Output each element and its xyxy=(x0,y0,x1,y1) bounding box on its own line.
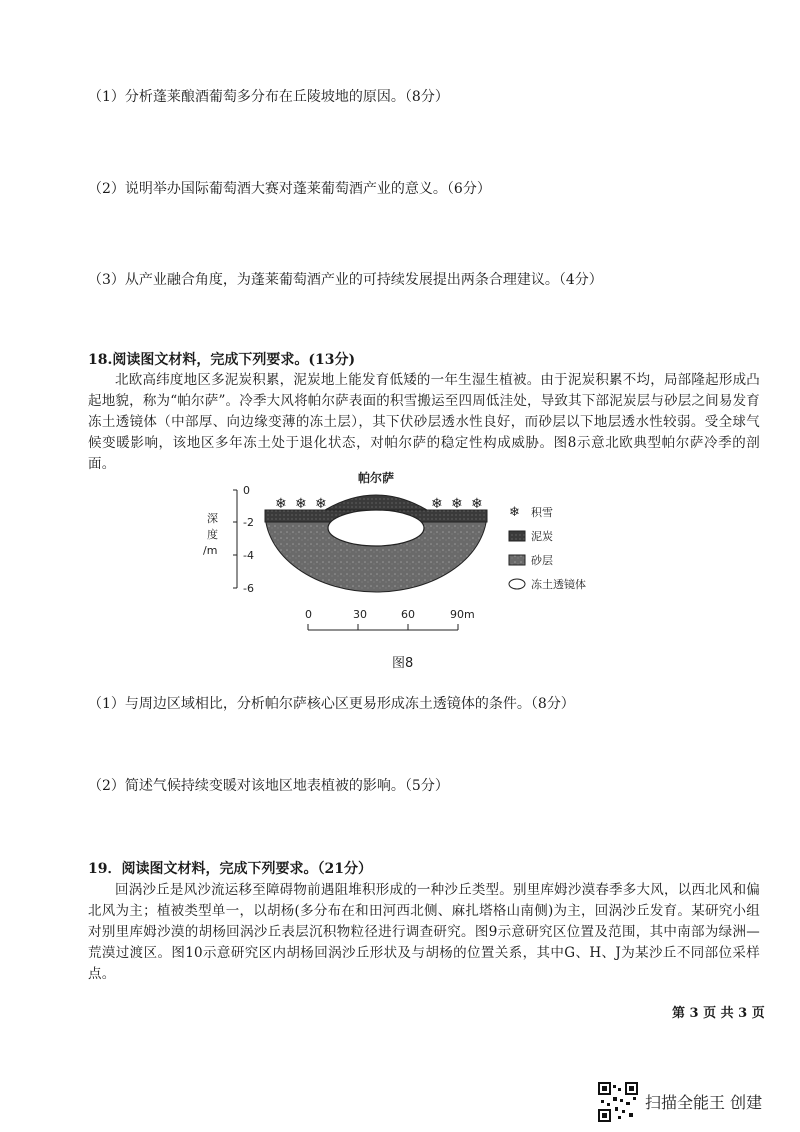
figure-8 xyxy=(195,470,635,680)
depth-axis-label: 深 xyxy=(207,512,218,525)
qr-code-icon xyxy=(598,1082,638,1122)
depth-tick-label: -4 xyxy=(243,549,254,562)
snowflake-icon: ❄ xyxy=(431,496,443,512)
parsa-profile-diagram xyxy=(195,470,635,680)
parsa-bulge xyxy=(325,495,427,510)
legend-label-lens: 冻土透镜体 xyxy=(531,578,586,591)
q17-sub2: （2）说明举办国际葡萄酒大赛对蓬莱葡萄酒产业的意义。（6分） xyxy=(88,181,491,197)
watermark-brand: 扫描全能王 创建 xyxy=(645,1093,763,1112)
frozen-lens xyxy=(328,510,424,546)
q18-material xyxy=(88,370,760,475)
q17-sub1: （1）分析蓬莱酿酒葡萄多分布在丘陵坡地的原因。（8分） xyxy=(88,89,449,105)
snowflake-icon: ❄ xyxy=(275,496,287,512)
snowflake-icon: ❄ xyxy=(295,496,307,512)
figure-title: 帕尔萨 xyxy=(358,471,395,485)
q17-sub3: （3）从产业融合角度，为蓬莱葡萄酒产业的可持续发展提出两条合理建议。（4分） xyxy=(88,272,603,288)
legend-label-sand: 砂层 xyxy=(531,554,553,567)
depth-tick-label: 0 xyxy=(243,484,250,497)
depth-tick-label: -6 xyxy=(243,582,254,595)
legend-peat-swatch xyxy=(509,531,525,541)
legend-label-peat: 泥炭 xyxy=(531,530,553,543)
legend-sand-swatch xyxy=(509,555,525,565)
distance-tick-label: 30 xyxy=(353,608,367,621)
q18-sub1: （1）与周边区域相比，分析帕尔萨核心区更易形成冻土透镜体的条件。（8分） xyxy=(88,696,575,712)
q18-material-text: 北欧高纬度地区多泥炭积累，泥炭地上能发育低矮的一年生湿生植被。由于泥炭积累不均，局部隆起形成凸起地貌，称为“帕尔萨”。冷季大风将帕尔萨表面的积雪搬运至四周低洼处，导致其下部泥炭层与砂层之间易发育冻土透镜体（中部厚、向边缘变薄的冻土层），其下伏砂层透水性良好，而砂层以下地层透水性较弱。受全球气候变暖影响，该地区多年冻土处于退化状态，对帕尔萨的稳定性构成威胁。图8示意北欧典型帕尔萨冷季的剖面。 xyxy=(88,372,761,472)
depth-tick-label: -2 xyxy=(243,516,254,529)
snowflake-icon: ❄ xyxy=(471,496,483,512)
snowflake-icon: ❄ xyxy=(315,496,327,512)
legend-lens-ellipse-icon xyxy=(509,579,525,589)
q18-heading: 18.阅读图文材料，完成下列要求。(13分) xyxy=(88,352,356,368)
figure-caption: 图8 xyxy=(392,656,414,671)
q19-material xyxy=(88,880,760,985)
legend-snowflake-icon: ❄ xyxy=(509,505,520,520)
distance-tick-label: 0 xyxy=(305,608,312,621)
distance-tick-label: 90m xyxy=(450,608,475,621)
snowflake-icon: ❄ xyxy=(451,496,463,512)
q18-sub2: （2）简述气候持续变暖对该地区地表植被的影响。（5分） xyxy=(88,778,449,794)
q19-material-text: 回涡沙丘是风沙流运移至障碍物前遇阻堆积形成的一种沙丘类型。别里库姆沙漠春季多大风，以西北风和偏北风为主；植被类型单一，以胡杨(多分布在和田河西北侧、麻扎塔格山南侧)为主，回涡沙丘发育。某研究小组对别里库姆沙漠的胡杨回涡沙丘表层沉积物粒径进行调查研究。图9示意研究区位置及范围，其中南部为绿洲—荒漠过渡区。图10示意研究区内胡杨回涡沙丘形状及与胡杨的位置关系，其中G、H、J为某沙丘不同部位采样点。 xyxy=(88,882,760,982)
q19-heading: 19．阅读图文材料，完成下列要求。（21分） xyxy=(88,861,372,877)
legend-label-snow: 积雪 xyxy=(531,506,553,519)
page-number: 第 3 页 共 3 页 xyxy=(672,1006,765,1021)
distance-tick-label: 60 xyxy=(401,608,415,621)
depth-axis-label: /m xyxy=(203,544,218,557)
depth-axis-label: 度 xyxy=(207,528,218,541)
